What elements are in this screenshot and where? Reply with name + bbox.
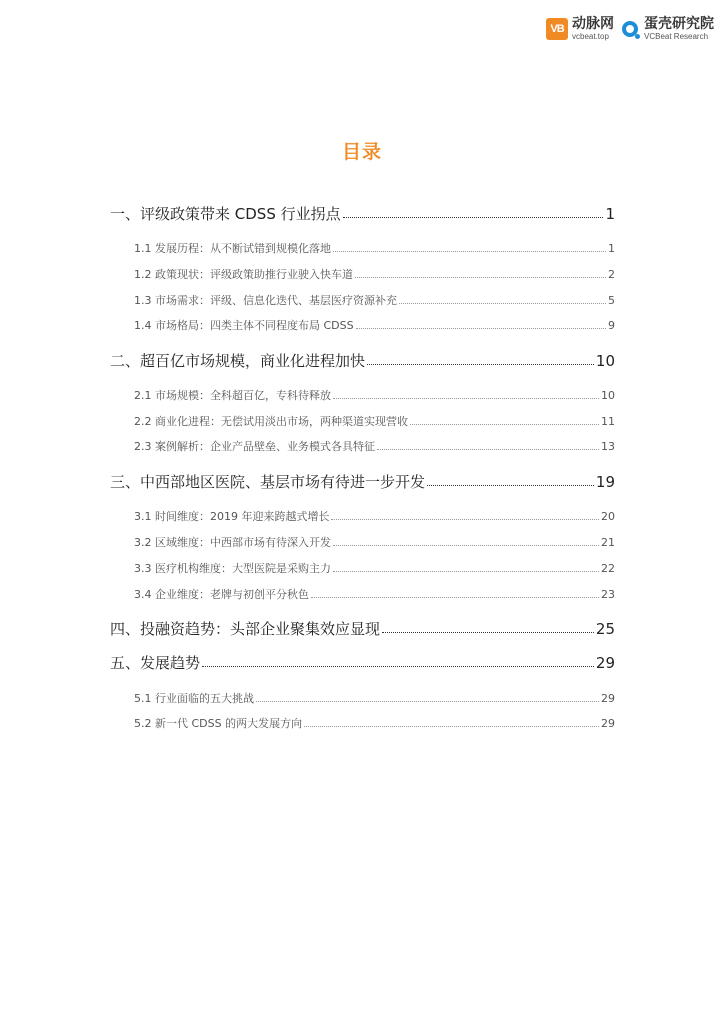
toc-page-number: 19	[595, 473, 615, 491]
toc-leader-dots	[333, 397, 599, 399]
toc-entry-label: 5.1 行业面临的五大挑战	[134, 692, 254, 705]
toc-section-entry[interactable]	[110, 292, 615, 307]
toc-section-entry[interactable]	[110, 387, 615, 402]
toc-leader-dots	[427, 484, 594, 486]
toc-section-entry[interactable]	[110, 438, 615, 453]
toc-leader-dots	[331, 518, 599, 520]
toc-chapter-entry[interactable]	[110, 618, 615, 640]
toc-leader-dots	[399, 302, 606, 304]
toc-chapter-entry[interactable]	[110, 203, 615, 225]
toc-leader-dots	[202, 665, 594, 667]
vcbeat-url: vcbeat.top	[572, 32, 609, 41]
toc-section-entry[interactable]	[110, 240, 615, 255]
toc-page-number: 29	[595, 654, 615, 672]
toc-entry-label: 2.2 商业化进程：无偿试用淡出市场，两种渠道实现营收	[134, 415, 408, 428]
toc-leader-dots	[377, 448, 599, 450]
toc-leader-dots	[410, 423, 599, 425]
toc-leader-dots	[311, 596, 599, 598]
toc-page-number: 10	[601, 389, 615, 402]
research-name: 蛋壳研究院	[644, 16, 714, 32]
toc-section-entry[interactable]	[110, 586, 615, 601]
toc-entry-label: 1.3 市场需求：评级、信息化迭代、基层医疗资源补充	[134, 294, 397, 307]
toc-page-number: 29	[601, 717, 615, 730]
toc-entry-label: 3.3 医疗机构维度：大型医院是采购主力	[134, 562, 331, 575]
vcbeat-brand	[546, 17, 614, 41]
toc-entry-label: 二、超百亿市场规模，商业化进程加快	[110, 352, 366, 370]
toc-entry-label: 1.1 发展历程：从不断试错到规模化落地	[134, 242, 331, 255]
research-sub: VCBeat Research	[644, 32, 709, 41]
vcbeat-research-brand	[622, 17, 714, 41]
toc-leader-dots	[382, 631, 594, 633]
toc-entry-label: 3.1 时间维度：2019 年迎来跨越式增长	[134, 510, 330, 523]
toc-page-number: 22	[601, 562, 615, 575]
toc-leader-dots	[304, 725, 599, 727]
toc-section-entry[interactable]	[110, 317, 615, 332]
toc-section-entry[interactable]	[110, 690, 615, 705]
toc-entry-label: 3.4 企业维度：老牌与初创平分秋色	[134, 588, 309, 601]
toc-page-number: 23	[601, 588, 615, 601]
toc-page-number: 9	[608, 319, 615, 332]
toc-page-number: 21	[601, 536, 615, 549]
toc-section-entry[interactable]	[110, 715, 615, 730]
toc-entry-label: 1.4 市场格局：四类主体不同程度布局 CDSS	[134, 319, 354, 332]
toc-entry-label: 3.2 区域维度：中西部市场有待深入开发	[134, 536, 331, 549]
toc-entry-label: 五、发展趋势	[110, 654, 201, 672]
toc-page-number: 25	[595, 620, 615, 638]
toc-page-number: 1	[608, 242, 615, 255]
toc-entry-label: 一、评级政策带来 CDSS 行业拐点	[110, 205, 341, 223]
toc-leader-dots	[343, 216, 604, 218]
toc-section-entry[interactable]	[110, 560, 615, 575]
toc-chapter-entry[interactable]	[110, 471, 615, 493]
toc-page-number: 5	[608, 294, 615, 307]
toc-page-number: 1	[605, 205, 615, 223]
toc-chapter-entry[interactable]	[110, 652, 615, 674]
toc-entry-label: 2.3 案例解析：企业产品壁垒、业务模式各具特征	[134, 440, 375, 453]
toc-page-number: 10	[595, 352, 615, 370]
toc-leader-dots	[367, 363, 594, 365]
toc-page-number: 20	[601, 510, 615, 523]
toc-page-number: 2	[608, 268, 615, 281]
vcbeat-name: 动脉网	[572, 16, 614, 32]
toc-leader-dots	[333, 544, 599, 546]
toc-section-entry[interactable]	[110, 413, 615, 428]
toc-page-number: 29	[601, 692, 615, 705]
toc-entry-label: 1.2 政策现状：评级政策助推行业驶入快车道	[134, 268, 353, 281]
header-logos	[546, 14, 714, 44]
toc-section-entry[interactable]	[110, 508, 615, 523]
toc-section-entry[interactable]	[110, 266, 615, 281]
toc-leader-dots	[355, 276, 606, 278]
vcbeat-research-logo-icon	[622, 21, 638, 37]
toc-leader-dots	[256, 700, 599, 702]
toc-leader-dots	[356, 327, 606, 329]
toc-page-number: 13	[601, 440, 615, 453]
toc-entry-label: 三、中西部地区医院、基层市场有待进一步开发	[110, 473, 426, 491]
toc-section-entry[interactable]	[110, 534, 615, 549]
toc-entry-label: 2.1 市场规模：全科超百亿，专科待释放	[134, 389, 331, 402]
toc-chapter-entry[interactable]	[110, 350, 615, 372]
toc-leader-dots	[333, 250, 606, 252]
toc-entry-label: 5.2 新一代 CDSS 的两大发展方向	[134, 717, 303, 730]
toc-page-number: 11	[601, 415, 615, 428]
page-title: 目录	[341, 141, 382, 163]
toc-entry-label: 四、投融资趋势：头部企业聚集效应显现	[110, 620, 381, 638]
vcbeat-logo-icon: VB	[546, 18, 568, 40]
toc-leader-dots	[333, 570, 599, 572]
